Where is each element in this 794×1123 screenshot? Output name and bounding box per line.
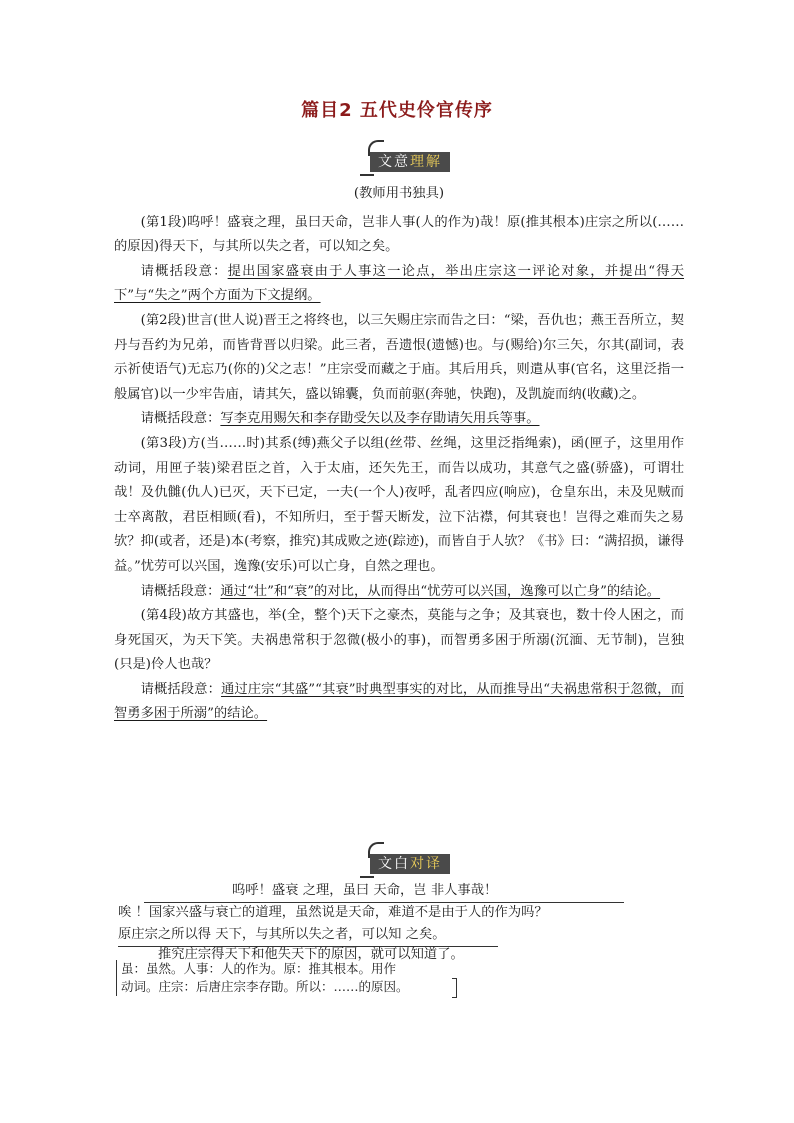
section-banner-translation xyxy=(358,842,488,882)
paragraph-1: (第1段)呜呼！盛衰之理，虽曰天命，岂非人事(人的作为)哉！原(推其根本)庄宗之所以(……的原因)得天下，与其所以失之者，可以知之矣。 xyxy=(114,214,684,255)
annotation-bracket xyxy=(452,978,457,998)
annotation-line-1: 虽：虽然。人事：人的作为。原：推其根本。用作 xyxy=(121,961,397,976)
paragraph-3: (第3段)方(当……时)其系(缚)燕父子以组(丝带、丝绳，这里泛指绳索)，函(匣子，这里用作动词，用匣子装)梁君臣之首，入于太庙，还矢先王，而告以成功，其意气之盛(骄盛)，可谓壮哉！及仇雠(仇人)已灭，天下已定，一夫(一个人)夜呼，乱者四应(响应)，仓皇东出，未及见贼而士卒离散，君臣相顾(看)，不知所归，至于誓天断发，泣下沾襟，何其衰也！岂得之难而失之易欤？抑(或者，还是)本(考察，推究)其成败之迹(踪迹)，而皆自于人欤？《书》曰：“满招损，谦得益。”忧劳可以兴国，逸豫(安乐)可以亡身，自然之理也。 xyxy=(114,435,684,574)
translation-modern-2: 推究庄宗得天下和他失天下的原因，就可以知道了。 xyxy=(158,947,464,962)
banner-label-a: 文白 xyxy=(378,856,410,872)
banner-tail xyxy=(360,872,374,878)
summary-prefix: 请概括段意： xyxy=(140,583,221,599)
translation-original-2: 原庄宗之所以得 天下，与其所以失之者，可以知 之矣。 xyxy=(118,927,446,942)
summary-prefix: 请概括段意： xyxy=(140,263,228,279)
paragraph-2: (第2段)世言(世人说)晋王之将终也，以三矢赐庄宗而告之曰：“梁，吾仇也；燕王吾所立，契丹与吾约为兄弟，而皆背晋以归梁。此三者，吾遗恨(遗憾)也。与(赐给)尔三矢，尔其(副词，表示祈使语气)无忘乃(你的)父之志！”庄宗受而藏之于庙。其后用兵，则遣从事(官名，这里泛指一般属官)以一少牢告庙，请其矢，盛以锦囊，负而前驱(奔驰，快跑)，及凯旋而纳(收藏)之。 xyxy=(114,312,684,402)
banner-label-a: 文意 xyxy=(378,154,410,170)
banner-label xyxy=(370,854,450,874)
section-banner-understanding xyxy=(358,140,488,180)
translation-modern-1: 唉 ！国家兴盛与衰亡的道理，虽然说是天命，难道不是由于人的作为吗？ xyxy=(118,905,548,920)
summary-prefix: 请概括段意： xyxy=(140,681,221,697)
banner-label xyxy=(370,152,450,172)
summary-answer: 写李克用赐矢和李存勖受矢以及李存勖请矢用兵等事。 xyxy=(220,411,540,427)
summary-answer: 通过“壮”和“衰”的对比，从而得出“忧劳可以兴国，逸豫可以亡身”的结论。 xyxy=(220,583,661,599)
summary-prefix: 请概括段意： xyxy=(140,411,221,427)
annotation-line-2: 动词。庄宗：后唐庄宗李存勖。所以：……的原因。 xyxy=(121,979,409,994)
banner-tail xyxy=(360,170,374,176)
summary-3 xyxy=(114,580,684,605)
teacher-note: (教师用书独具) xyxy=(353,186,445,201)
summary-answer: 通过庄宗“其盛”“其衰”时典型事实的对比，从而推导出“夫祸患常积于忽微，而智勇多困于所溺”的结论。 xyxy=(114,681,684,722)
translation-original-1: 呜呼！盛衰 之理，虽曰 天命，岂 非人事哉！ xyxy=(232,883,498,898)
summary-answer: 提出国家盛衰由于人事这一论点，举出庄宗这一评论对象，并提出“得天下”与“失之”两个方面为下文提纲。 xyxy=(114,263,685,304)
banner-label-b: 理解 xyxy=(410,154,442,170)
reading-content xyxy=(114,182,684,727)
paragraph-4: (第4段)故方其盛也，举(全，整个)天下之豪杰，莫能与之争；及其衰也，数十伶人困之，而身死国灭，为天下笑。夫祸患常积于忽微(极小的事)，而智勇多困于所溺(沉湎、无节制)，岂独(只是)伶人也哉？ xyxy=(114,608,684,673)
annotation-box xyxy=(116,960,451,996)
summary-2 xyxy=(114,407,684,432)
summary-4 xyxy=(114,678,684,727)
page-title: 篇目2 五代史伶官传序 xyxy=(301,100,493,121)
summary-1 xyxy=(114,260,684,309)
banner-label-b: 对译 xyxy=(410,856,442,872)
